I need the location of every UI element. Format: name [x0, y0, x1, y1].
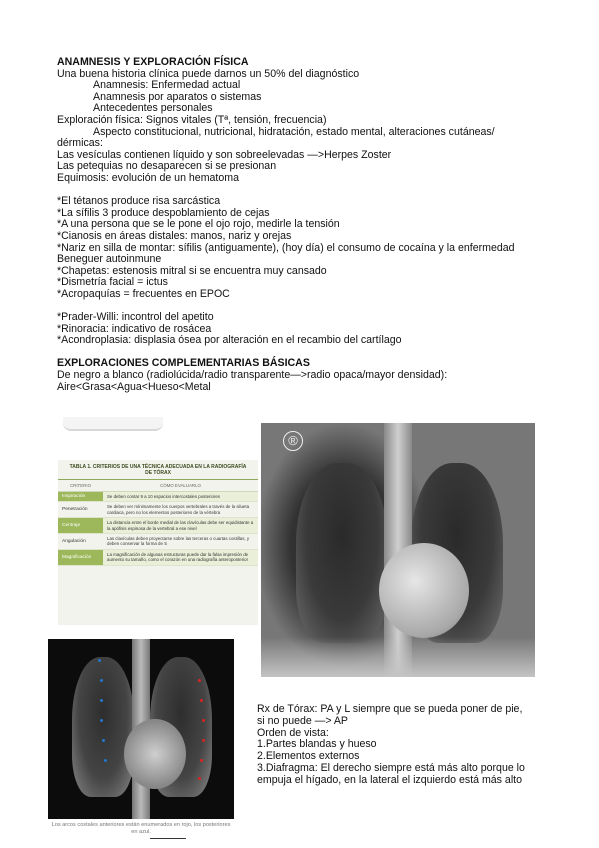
text-line: Rx de Tórax: PA y L siempre que se pueda poner de pie,	[257, 703, 523, 715]
table-cell-value: Se deben ver mínimamente los cuerpos vertebrales a través de la silueta cardiaca, pero no los elementos posteriores de la vértebra	[107, 504, 250, 515]
text-line: 3.Diafragma: El derecho siempre está más alto porque lo	[257, 761, 525, 774]
bullet-line: *Dismetría facial = ictus	[57, 276, 168, 289]
decorative-tab	[63, 417, 163, 431]
table-row	[58, 492, 258, 502]
text-line: 2.Elementos externos	[257, 750, 360, 763]
text-line: De negro a blanco (radiolúcida/radio transparente—>radio opaca/mayor densidad):	[57, 369, 448, 382]
notes-text	[57, 57, 557, 393]
text-line: Una buena historia clínica puede darnos un 50% del diagnóstico	[57, 67, 360, 80]
table-cell-key: Inspiración	[58, 492, 103, 501]
criteria-table-image	[58, 460, 258, 625]
table-row	[58, 502, 258, 518]
text-line: empuja el hígado, en la lateral el izquierdo está más alto	[257, 773, 523, 786]
text-line: Equimosis: evolución de un hematoma	[57, 171, 239, 184]
text-line: Aire<Grasa<Agua<Hueso<Metal	[57, 380, 211, 393]
text-line: Aspecto constitucional, nutricional, hidratación, estado mental, alteraciones cutáneas/	[93, 125, 495, 138]
registered-mark: ®	[283, 431, 303, 451]
table-cell-key: Centraje	[58, 518, 103, 533]
divider	[150, 838, 186, 839]
text-line: 1.Partes blandas y hueso	[257, 738, 377, 751]
table-row	[58, 550, 258, 566]
table-cell-value: Las clavículas deben proyectarse sobre las terceras o cuartas costillas, y deben conservar la forma de S	[107, 536, 250, 547]
bullet-line: Beneguer autoinmune	[57, 253, 162, 266]
bullet-line: *Acropaquías = frecuentes en EPOC	[57, 287, 230, 300]
chest-xray-ribs-image	[48, 639, 234, 819]
bullet-line: *Prader-Willi: incontrol del apetito	[57, 311, 214, 324]
table-row	[58, 518, 258, 534]
xray-caption: Los arcos costales anteriores están enumerados en rojo, los posteriores en azul.	[51, 822, 231, 835]
table-cell-value: Se deben contar 9 a 10 espacios intercostales posteriores	[103, 492, 258, 501]
chest-xray-pa-image	[261, 423, 535, 677]
text-line: Las vesículas contienen líquido y son sobreelevadas —>Herpes Zoster	[57, 148, 392, 161]
bullet-line: *La sífilis 3 produce despoblamiento de cejas	[57, 206, 270, 219]
table-cell-value: La magnificación de algunas estructuras puede dar la falsa impresión de aumento su tamaño, como el corazón en una radiografía anteroposterior	[103, 550, 258, 565]
table-row	[58, 534, 258, 550]
text-line: Anamnesis por aparatos o sistemas	[93, 90, 262, 103]
text-line: Las petequias no desaparecen si se presionan	[57, 160, 277, 173]
table-cell-key: Angulación	[62, 538, 86, 544]
text-line: dérmicas:	[57, 137, 103, 150]
bullet-line: *Chapetas: estenosis mitral si se encuentra muy cansado	[57, 264, 327, 277]
text-line: Orden de vista:	[257, 726, 329, 739]
bullet-line: *Nariz en silla de montar: sífilis (antiguamente), (hoy día) el consumo de cocaína y la enfermedad	[57, 241, 515, 254]
text-line: Antecedentes personales	[93, 102, 213, 115]
rx-notes	[257, 704, 547, 787]
text-line: Anamnesis: Enfermedad actual	[93, 79, 241, 92]
bullet-line: *Cianosis en áreas distales: manos, nariz y orejas	[57, 229, 292, 242]
bullet-line: *Acondroplasia: displasia ósea por alteración en el recambio del cartílago	[57, 334, 402, 347]
table-header	[58, 480, 258, 492]
text-line: Exploración física: Signos vitales (Tª, tensión, frecuencia)	[57, 113, 327, 126]
table-col-como: CÓMO EVALUARLO	[160, 483, 201, 488]
table-cell-key: Penetración	[62, 507, 88, 513]
text-line: si no puede —> AP	[257, 714, 348, 727]
table-title: TABLA 1. CRITERIOS DE UNA TÉCNICA ADECUADA EN LA RADIOGRAFÍA DE TÓRAX	[58, 460, 258, 480]
table-cell-key: Magnificación	[58, 550, 103, 565]
heading-exploraciones: EXPLORACIONES COMPLEMENTARIAS BÁSICAS	[57, 357, 310, 370]
table-cell-value: La distancia entre el borde medial de las clavículas debe ser equidistante a la apófisis espinosa de la vertebral a ese nivel	[103, 518, 258, 533]
bullet-line: *El tétanos produce risa sarcástica	[57, 195, 221, 208]
table-col-criterio: CRITERIO	[70, 483, 91, 488]
bullet-line: *A una persona que se le pone el ojo rojo, medirle la tensión	[57, 218, 340, 231]
heading-anamnesis: ANAMNESIS Y EXPLORACIÓN FÍSICA	[57, 56, 249, 68]
bullet-line: *Rinoracia: indicativo de rosácea	[57, 322, 212, 335]
